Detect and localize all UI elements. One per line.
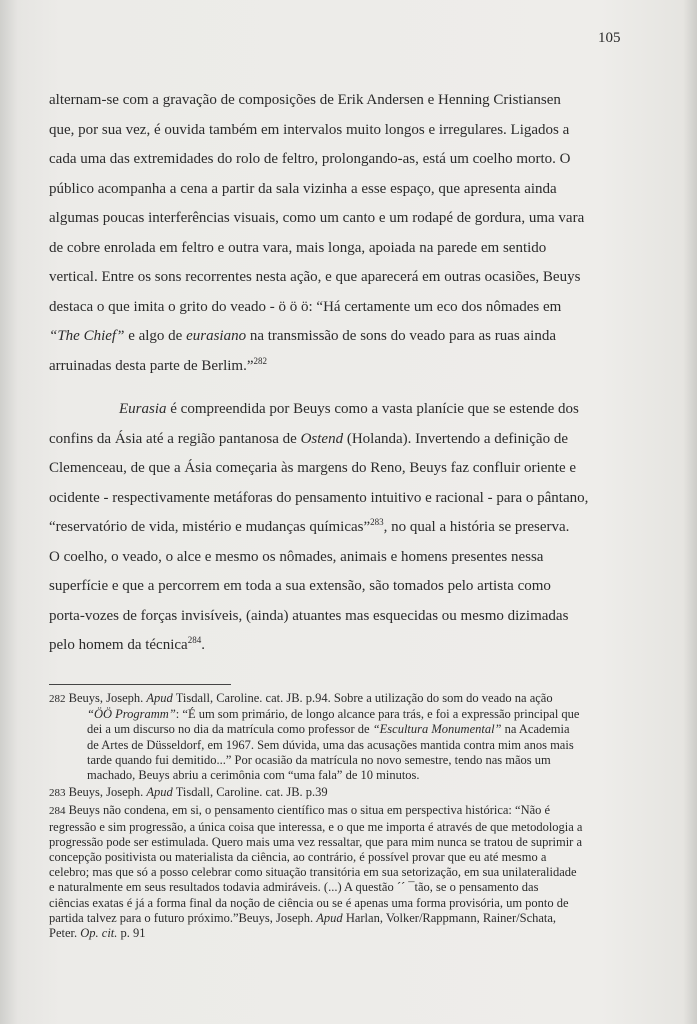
text-fragment: arruinadas desta parte de Berlim.” <box>49 357 254 374</box>
quote-open: “ <box>49 328 58 344</box>
footnote-282 <box>49 691 589 783</box>
text-line <box>49 322 569 352</box>
text-line: cada uma das extremidades do rolo de feltro, prolongando-as, está um coelho morto. O <box>49 151 571 167</box>
text-fragment: partida talvez para o futuro próximo.”Beuys, Joseph. <box>49 910 317 925</box>
text-fragment: na transmissão de sons do veado para as ruas ainda <box>246 328 556 344</box>
text-fragment: Beuys, Joseph. <box>65 691 147 705</box>
footnote-ref-283[interactable]: 283 <box>370 517 384 527</box>
footnote-284 <box>49 803 589 941</box>
emphasis: Apud <box>146 785 173 800</box>
text-fragment: Harlan, Volker/Rappmann, Rainer/Schata, <box>342 910 557 925</box>
footnote-line: progressão pode ser estimulada. Quero mais uma vez ressaltar, que para mim nunca se tratou de suprimir a <box>49 834 583 849</box>
text-fragment: . <box>201 637 205 653</box>
paragraph-1 <box>49 86 585 381</box>
text-line: O coelho, o veado, o alce e mesmo os nômades, animais e homens presentes nessa <box>49 548 544 565</box>
footnote-line: regressão e sim progressão, a única coisa que interessa, e o que me importa é através de que metodologia a <box>49 819 583 834</box>
paragraph-2 <box>49 395 589 661</box>
emphasis: Eurasia <box>119 401 167 417</box>
footnote-line <box>49 707 589 722</box>
work-title: “ÖÖ Programm” <box>87 707 176 722</box>
text-fragment: é compreendida por Beuys como a vasta planície que se estende dos <box>166 401 579 417</box>
text-line: Clemenceau, de que a Ásia começaria às margens do Reno, Beuys faz confluir oriente e <box>49 460 577 476</box>
text-fragment: (Holanda). Invertendo a definição de <box>343 430 568 447</box>
footnote-line: ciências exatas é já a forma final da noção de ciência ou se é apenas uma forma provisória, um ponto de <box>49 895 569 910</box>
footnote-line: de Artes de Düsseldorf, em 1967. Sem dúvida, uma das acusações mantida contra mim anos mais <box>87 737 574 752</box>
text-line <box>49 513 569 543</box>
footnote-line <box>49 911 589 926</box>
text-line: de cobre enrolada em feltro e outra vara, mais longa, apoiada na parede em sentido <box>49 239 547 256</box>
footnote-ref-284[interactable]: 284 <box>187 635 202 645</box>
text-fragment: dei a um discurso no dia da matrícula como professor de <box>87 722 373 737</box>
text-line: vertical. Entre os sons recorrentes nesta ação, e que aparecerá em outras ocasiões, Beuys <box>49 269 581 285</box>
footnote-number: 284 <box>49 805 66 818</box>
emphasis: Ostend <box>300 430 344 447</box>
text-line: superfície e que a percorrem em toda a sua extensão, são tomados pelo artista como <box>49 578 551 594</box>
text-fragment: Beuys, Joseph. <box>65 785 147 800</box>
page-number: 105 <box>598 30 621 46</box>
text-fragment: “reservatório de vida, mistério e mudanças químicas” <box>49 519 371 535</box>
footnote-line <box>49 926 589 941</box>
emphasis: Apud <box>146 691 173 705</box>
emphasis: Apud <box>316 910 343 925</box>
text-fragment: , no qual a história se preserva. <box>383 519 570 535</box>
footnote-line: concepção positivista ou materialista da ciência, ao contrário, é possível provar que eu até mesmo a <box>49 850 547 865</box>
text-line: público acompanha a cena a partir da sala vizinha a esse espaço, que apresenta ainda <box>49 180 557 197</box>
main-text <box>49 86 589 661</box>
text-line: ocidente - respectivamente metáforas do pensamento intuitivo e racional - para o pântano, <box>49 489 589 506</box>
footnote-line <box>49 722 589 737</box>
emphasis: eurasiano <box>186 328 247 344</box>
text-fragment: confins da Ásia até a região pantanosa de <box>49 430 301 447</box>
text-line: destaca o que imita o grito do veado - ö ö ö: “Há certamente um eco dos nômades em <box>49 298 562 315</box>
footnotes <box>49 691 589 943</box>
footnote-line: celebro; mas que só a posso celebrar como situação transitória em sua setorização, em sua unilateralidade <box>49 865 577 880</box>
footnote-line: tarde quando fui demitido...” Por ocasião da matrícula no novo semestre, tendo nas mãos um <box>87 752 551 767</box>
footnote-number: 283 <box>49 787 66 800</box>
text-line: porta-vozes de forças invisíveis, (ainda) atuantes mas esquecidas ou mesmo dizimadas <box>49 607 569 624</box>
text-fragment: : “É um som primário, de longo alcance para trás, e foi a expressão principal que <box>175 707 580 722</box>
work-title: The Chief” <box>57 328 125 344</box>
text-fragment: Tisdall, Caroline. cat. JB. p.94. Sobre a utilização do som do veado na ação <box>172 691 553 705</box>
text-line: que, por sua vez, é ouvida também em intervalos muito longos e irregulares. Ligados a <box>49 121 570 138</box>
emphasis: Op. cit. <box>80 926 118 941</box>
text-fragment: na Academia <box>501 722 570 737</box>
footnote-line: e naturalmente em seus resultados todavia admiráveis. (...) A questão ´´ ¯tão, se o pensamento das <box>49 880 539 895</box>
text-fragment: Peter. <box>49 926 81 941</box>
text-line: alternam-se com a gravação de composições de Erik Andersen e Henning Cristiansen <box>49 92 561 108</box>
footnote-line: machado, Beuys abriu a cerimônia com “uma fala” de 10 minutos. <box>87 768 420 783</box>
text-fragment: e algo de <box>124 328 187 344</box>
text-line <box>49 352 569 382</box>
emphasis: “Escultura Monumental” <box>372 722 502 737</box>
text-fragment: Beuys não condena, em si, o pensamento científico mas o situa em perspectiva histórica: “Não é <box>65 803 551 818</box>
text-line <box>49 425 569 455</box>
text-fragment: pelo homem da técnica <box>49 637 188 653</box>
footnote-divider <box>49 684 231 685</box>
text-fragment: p. 91 <box>117 926 146 941</box>
text-fragment: Tisdall, Caroline. cat. JB. p.39 <box>172 785 328 800</box>
text-line: algumas poucas interferências visuais, como um canto e um rodapé de gordura, uma vara <box>49 210 585 226</box>
footnote-283 <box>49 785 589 801</box>
footnote-ref-282[interactable]: 282 <box>253 355 267 366</box>
text-line <box>49 631 569 661</box>
page-edge-shadow <box>683 0 697 1024</box>
footnote-number: 282 <box>49 693 66 705</box>
text-line <box>49 395 579 425</box>
